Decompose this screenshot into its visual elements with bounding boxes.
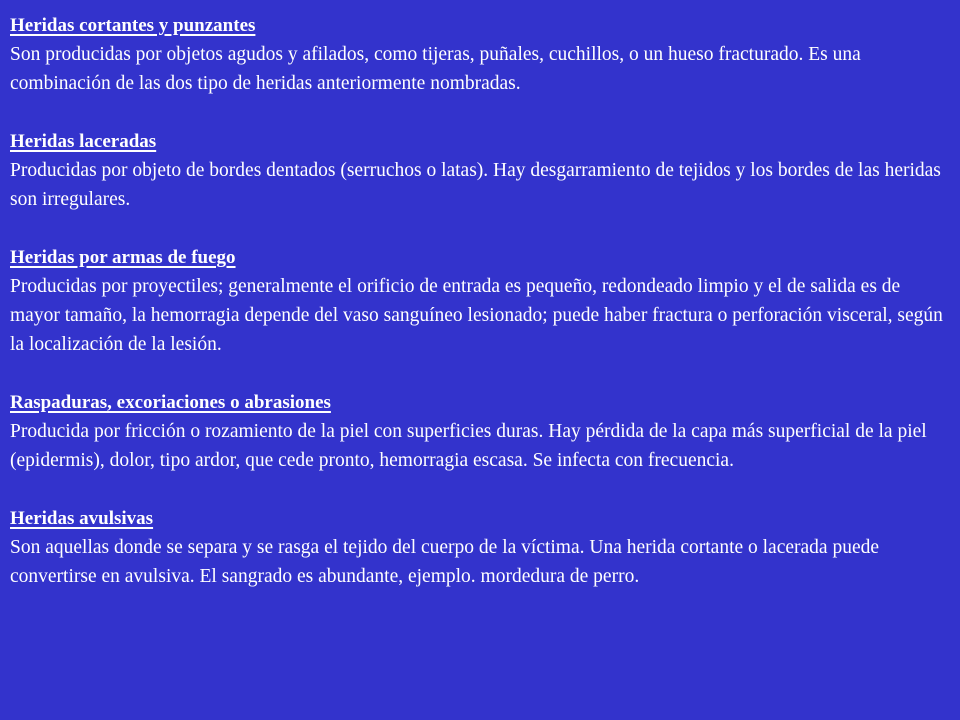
section-text: Producidas por proyectiles; generalmente el orificio de entrada es pequeño, redondeado limpio y el de salida es de mayor tamaño, la hemorragia depende del vaso sanguíneo lesionado; puede haber fractura o perforación visceral, según la localización de la lesión. [10,276,943,355]
section-heading: Heridas por armas de fuego [10,247,236,268]
section-raspaduras [10,388,950,475]
section-heading: Heridas avulsivas [10,508,154,529]
section-text: Producida por fricción o rozamiento de la piel con superficies duras. Hay pérdida de la capa más superficial de la piel (epidermis), dolor, tipo ardor, que cede pronto, hemorragia escasa. Se infecta con frecuencia. [10,421,927,471]
section-text: Son producidas por objetos agudos y afilados, como tijeras, puñales, cuchillos, o un hueso fracturado. Es una combinación de las dos tipo de heridas anteriormente nombradas. [10,44,861,94]
section-heading: Raspaduras, excoriaciones o abrasiones [10,392,331,413]
section-heridas-armas-fuego [10,243,950,359]
section-text: Son aquellas donde se separa y se rasga el tejido del cuerpo de la víctima. Una herida cortante o lacerada puede convertirse en avulsiva. El sangrado es abundante, ejemplo. mordedura de perro. [10,537,880,587]
section-heading: Heridas cortantes y punzantes [10,15,256,36]
section-heridas-cortantes [10,11,950,98]
section-heridas-avulsivas [10,504,950,591]
section-text: Producidas por objeto de bordes dentados (serruchos o latas). Hay desgarramiento de tejidos y los bordes de las heridas son irregulares. [10,160,941,210]
section-heading: Heridas laceradas [10,131,157,152]
section-heridas-laceradas [10,127,950,214]
